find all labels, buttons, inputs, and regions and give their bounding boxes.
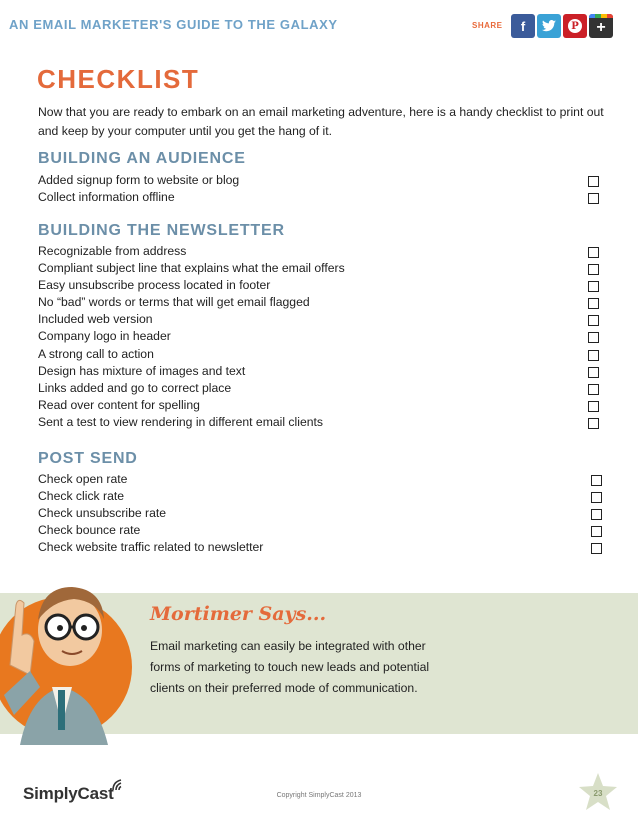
checklist-item: Check bounce rate: [38, 523, 141, 537]
checklist-intro: Now that you are ready to embark on an email marketing adventure, here is a handy checklist to print out and keep by your computer until you get the hang of it.: [38, 105, 604, 138]
facebook-icon[interactable]: f: [511, 14, 535, 38]
checklist-item: Design has mixture of images and text: [38, 364, 246, 378]
checklist-item: Check unsubscribe rate: [38, 506, 167, 520]
copyright-text: Copyright SimplyCast 2013: [276, 792, 362, 799]
checkbox[interactable]: [588, 401, 599, 412]
checklist-item: Added signup form to website or blog: [38, 173, 240, 187]
google-plus-icon[interactable]: +: [589, 14, 613, 38]
checkbox[interactable]: [588, 298, 599, 309]
checklist-item: Check website traffic related to newsletter: [38, 540, 264, 554]
checklist-item: Recognizable from address: [38, 244, 187, 258]
google-plus-color-bar: [589, 14, 613, 18]
page-number: 23: [593, 789, 603, 798]
mortimer-character-illustration: [0, 575, 140, 745]
twitter-icon[interactable]: [537, 14, 561, 38]
checklist-title: CHECKLIST: [37, 64, 200, 94]
checkbox[interactable]: [588, 332, 599, 343]
checklist-item: Check open rate: [38, 472, 128, 486]
checklist-item: Company logo in header: [38, 329, 171, 343]
checklist-item: No “bad” words or terms that will get email flagged: [38, 295, 310, 309]
checklist-item: Compliant subject line that explains what the email offers: [38, 261, 345, 275]
checkbox[interactable]: [591, 475, 602, 486]
section-title-audience: BUILDING AN AUDIENCE: [38, 150, 246, 167]
checkbox[interactable]: [588, 264, 599, 275]
checklist-item: Links added and go to correct place: [38, 381, 232, 395]
checkbox[interactable]: [588, 418, 599, 429]
checklist-item: Read over content for spelling: [38, 398, 200, 412]
checkbox[interactable]: [591, 526, 602, 537]
section-title-post-send: POST SEND: [38, 450, 138, 467]
pinterest-icon[interactable]: P: [563, 14, 587, 38]
mortimer-title: Mortimer Says...: [150, 603, 327, 625]
share-label: SHARE: [472, 21, 503, 30]
checklist-item: Included web version: [38, 312, 153, 326]
checkbox[interactable]: [591, 509, 602, 520]
checkbox[interactable]: [588, 281, 599, 292]
checkbox[interactable]: [591, 492, 602, 503]
header-title: AN EMAIL MARKETER'S GUIDE TO THE GALAXY: [9, 17, 338, 32]
section-title-newsletter: BUILDING THE NEWSLETTER: [38, 222, 285, 239]
checkbox[interactable]: [588, 176, 599, 187]
checklist-item: A strong call to action: [38, 347, 154, 361]
checkbox[interactable]: [588, 367, 599, 378]
checklist-item: Check click rate: [38, 489, 125, 503]
checkbox[interactable]: [588, 247, 599, 258]
simplycast-logo: SimplyCast: [23, 784, 114, 803]
checkbox[interactable]: [588, 315, 599, 326]
checklist-item: Collect information offline: [38, 190, 175, 204]
checkbox[interactable]: [588, 384, 599, 395]
checkbox[interactable]: [588, 193, 599, 204]
checklist-item: Sent a test to view rendering in different email clients: [38, 415, 323, 429]
checkbox[interactable]: [591, 543, 602, 554]
checklist-item: Easy unsubscribe process located in footer: [38, 278, 271, 292]
broadcast-waves-icon: [111, 778, 125, 792]
checkbox[interactable]: [588, 350, 599, 361]
twitter-bird-glyph: [542, 20, 556, 32]
mortimer-text: Email marketing can easily be integrated with other forms of marketing to touch new leads and potential clients on their preferred mode of communication.: [150, 639, 430, 695]
